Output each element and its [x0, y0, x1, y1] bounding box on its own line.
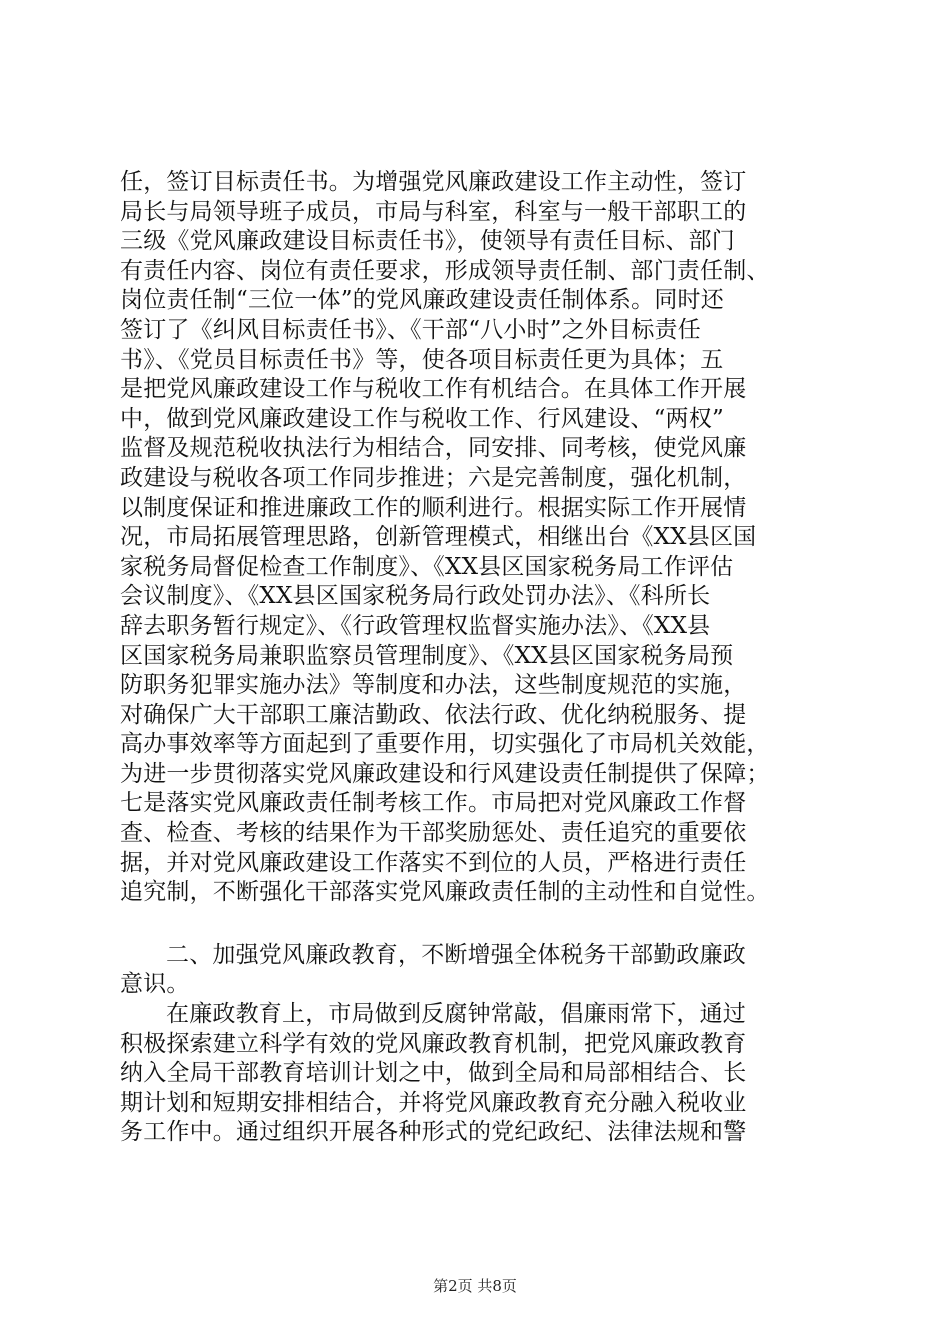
text-line: 七是落实党风廉政责任制考核工作。市局把对党风廉政工作督 — [120, 790, 747, 817]
paragraph-education — [120, 1000, 850, 1148]
text-line: 签订了《纠风目标责任书》、《干部“八小时”之外目标责任 — [120, 316, 701, 343]
text-line: 为进一步贯彻落实党风廉政建设和行风建设责任制提供了保障； — [120, 760, 770, 787]
text-line: 监督及规范税收执法行为相结合，同安排、同考核，使党风廉 — [120, 435, 747, 462]
text-line: 任，签订目标责任书。为增强党风廉政建设工作主动性，签订 — [120, 169, 747, 195]
paragraph-spacer — [120, 908, 850, 941]
heading-line: 意识。 — [120, 971, 190, 998]
text-line: 在廉政教育上，市局做到反腐钟常敲，倡廉雨常下，通过 — [166, 1001, 746, 1028]
text-line: 防职务犯罪实施办法》等制度和办法，这些制度规范的实施， — [120, 672, 747, 699]
text-line: 中，做到党风廉政建设工作与税收工作、行风建设、“两权” — [120, 405, 724, 432]
text-line: 积极探索建立科学有效的党风廉政教育机制，把党风廉政教育 — [120, 1030, 747, 1057]
text-line: 查、检查、考核的结果作为干部奖励惩处、责任追究的重要依 — [120, 820, 747, 847]
text-line: 高办事效率等方面起到了重要作用，切实强化了市局机关效能， — [120, 731, 770, 758]
text-line: 据，并对党风廉政建设工作落实不到位的人员，严格进行责任 — [120, 849, 747, 876]
text-line: 务工作中。通过组织开展各种形式的党纪政纪、法律法规和警 — [120, 1119, 747, 1146]
text-line: 辞去职务暂行规定》、《行政管理权监督实施办法》、《XX县 — [120, 612, 711, 639]
page-footer — [0, 1276, 950, 1296]
text-line: 有责任内容、岗位有责任要求，形成领导责任制、部门责任制、 — [120, 257, 770, 284]
text-line: 书》、《党员目标责任书》等，使各项目标责任更为具体；五 — [120, 346, 724, 373]
text-line: 局长与局领导班子成员，市局与科室，科室与一般干部职工的 — [120, 198, 747, 225]
text-line: 期计划和短期安排相结合，并将党风廉政教育充分融入税收业 — [120, 1089, 747, 1116]
paragraph-responsibility-system — [120, 168, 850, 908]
text-line: 岗位责任制“三位一体”的党风廉政建设责任制体系。同时还 — [120, 287, 724, 314]
text-line: 以制度保证和推进廉政工作的顺利进行。根据实际工作开展情 — [120, 494, 747, 521]
document-body — [120, 168, 850, 1148]
page-number: 第2页 共8页 — [433, 1277, 517, 1295]
text-line: 家税务局督促检查工作制度》、《XX县区国家税务局工作评估 — [120, 553, 734, 580]
text-line: 纳入全局干部教育培训计划之中，做到全局和局部相结合、长 — [120, 1060, 747, 1087]
heading-line: 二、加强党风廉政教育，不断增强全体税务干部勤政廉政 — [166, 941, 746, 968]
text-line: 是把党风廉政建设工作与税收工作有机结合。在具体工作开展 — [120, 376, 747, 403]
text-line: 三级《党风廉政建设目标责任书》，使领导有责任目标、部门 — [120, 228, 735, 255]
text-line: 会议制度》、《XX县区国家税务局行政处罚办法》、《科所长 — [120, 583, 711, 610]
text-line: 政建设与税收各项工作同步推进；六是完善制度，强化机制， — [120, 464, 747, 491]
text-line: 况，市局拓展管理思路，创新管理模式，相继出台《XX县区国 — [120, 524, 757, 551]
text-line: 区国家税务局兼职监察员管理制度》、《XX县区国家税务局预 — [120, 642, 734, 669]
text-line: 对确保广大干部职工廉洁勤政、依法行政、优化纳税服务、提 — [120, 701, 747, 728]
text-line: 追究制，不断强化干部落实党风廉政责任制的主动性和自觉性。 — [120, 879, 770, 906]
section-heading-education — [120, 941, 850, 1000]
